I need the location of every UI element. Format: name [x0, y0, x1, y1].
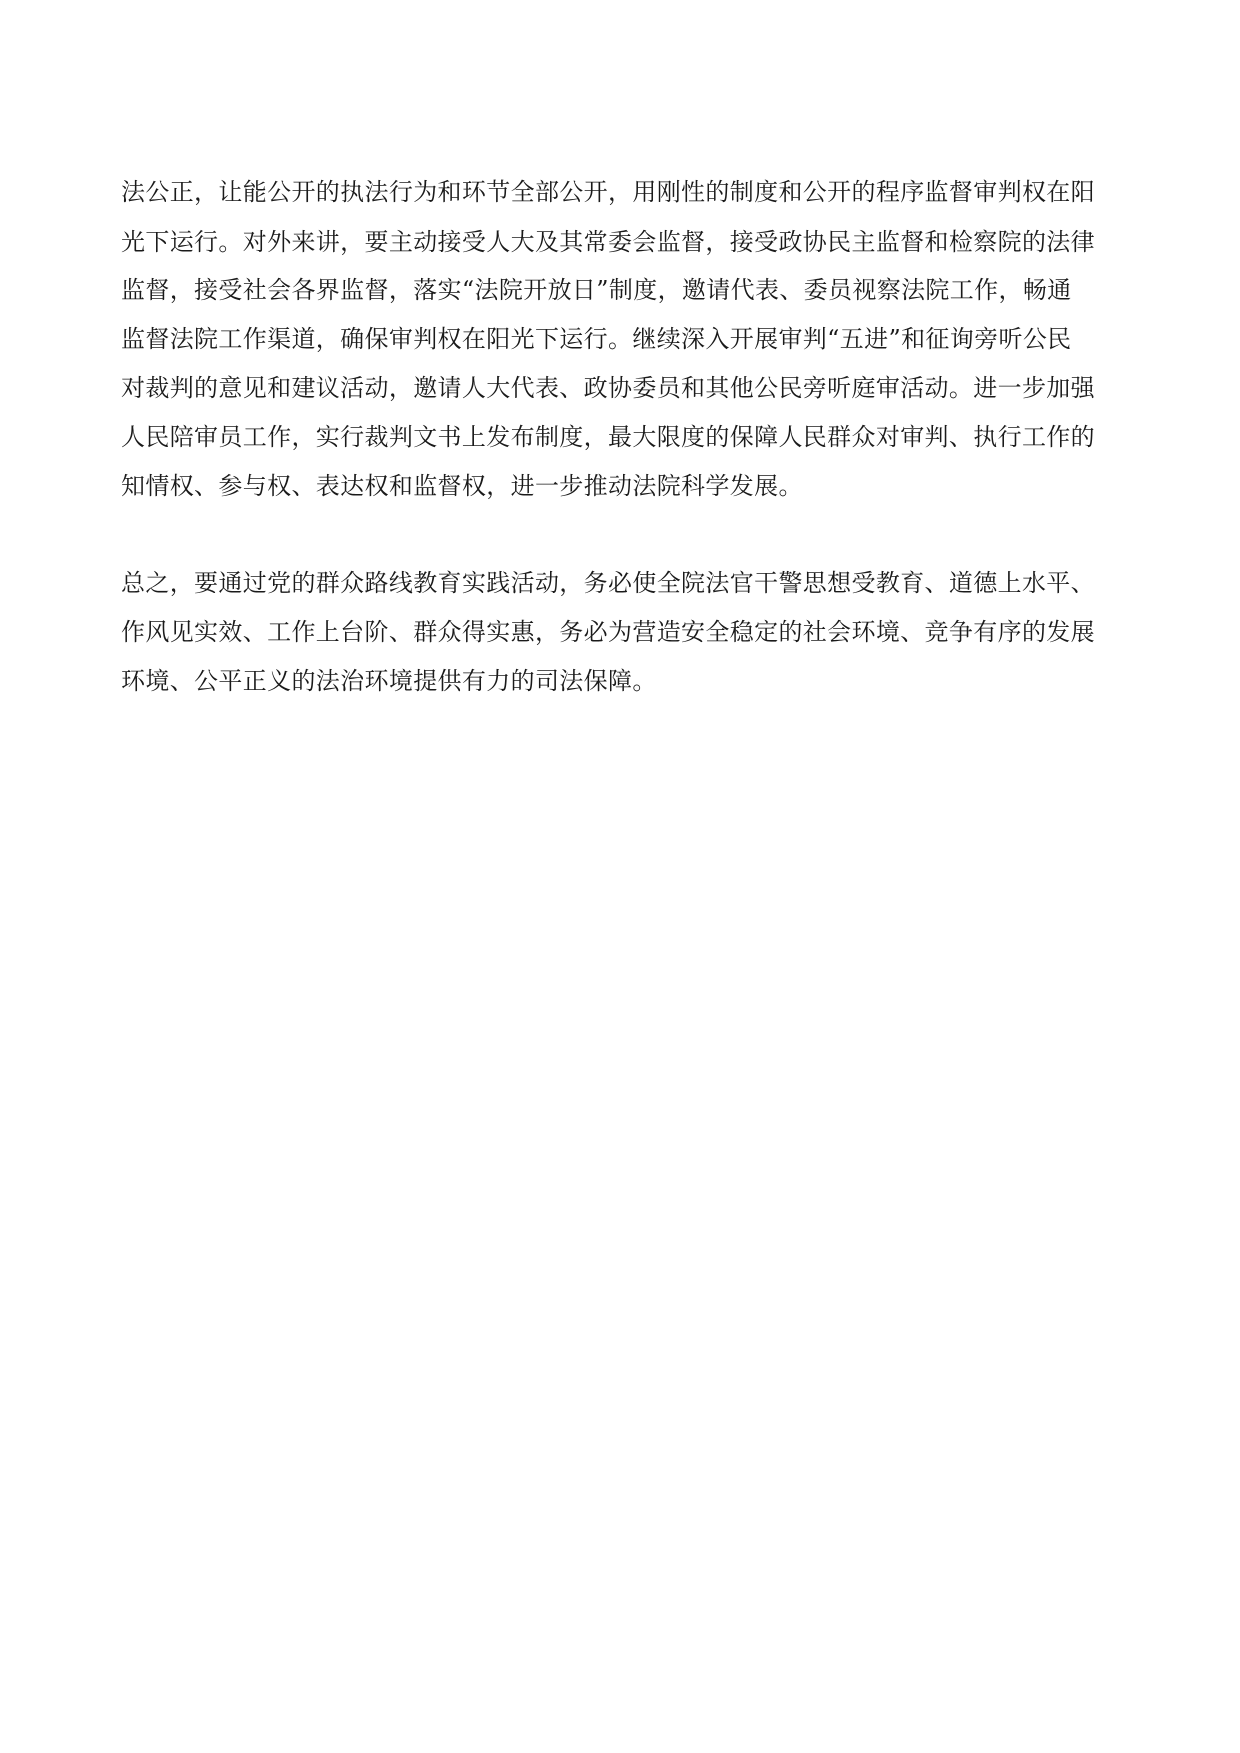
paragraph-1-line-4: 监督法院工作渠道，确保审判权在阳光下运行。继续深入开展审判“五进”和征询旁听公民: [121, 325, 1072, 353]
paragraph-2-line-2: 作风见实效、工作上台阶、群众得实惠，务必为营造安全稳定的社会环境、竞争有序的发展: [121, 618, 1095, 646]
paragraph-1-line-3: 监督，接受社会各界监督，落实“法院开放日”制度，邀请代表、委员视察法院工作，畅通: [121, 276, 1072, 304]
paragraph-1-line-1: 法公正，让能公开的执法行为和环节全部公开，用刚性的制度和公开的程序监督审判权在阳: [121, 178, 1095, 206]
paragraph-2-line-1: 总之，要通过党的群众路线教育实践活动，务必使全院法官干警思想受教育、道德上水平、: [121, 569, 1095, 597]
paragraph-1-line-5: 对裁判的意见和建议活动，邀请人大代表、政协委员和其他公民旁听庭审活动。进一步加强: [121, 374, 1095, 402]
paragraph-1-line-6: 人民陪审员工作，实行裁判文书上发布制度，最大限度的保障人民群众对审判、执行工作的: [121, 423, 1095, 451]
paragraph-1-line-7: 知情权、参与权、表达权和监督权，进一步推动法院科学发展。: [121, 472, 803, 500]
paragraph-1-line-2: 光下运行。对外来讲，要主动接受人大及其常委会监督，接受政协民主监督和检察院的法律: [121, 228, 1095, 256]
paragraph-2-line-3: 环境、公平正义的法治环境提供有力的司法保障。: [121, 667, 657, 695]
